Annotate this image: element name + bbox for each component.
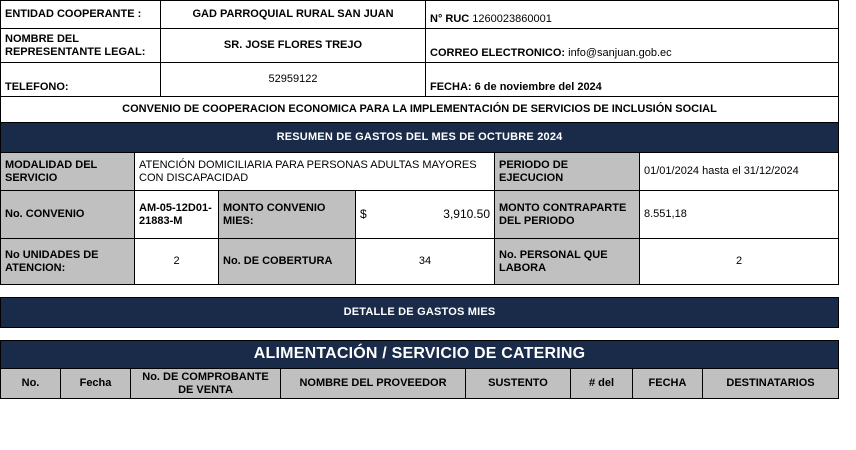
convenio-title: CONVENIO DE COOPERACION ECONOMICA PARA LA IMPLEMENTACIÓN DE SERVICIOS DE INCLUSIÓN SOCIAL <box>1 97 839 123</box>
correo-cell <box>426 29 839 63</box>
table-row <box>1 341 839 369</box>
table-row <box>1 298 839 328</box>
col-sustento: SUSTENTO <box>466 369 571 399</box>
unidades-atencion-value: 2 <box>135 239 219 285</box>
currency-symbol: $ <box>360 206 367 221</box>
monto-contraparte-label: MONTO CONTRAPARTE DEL PERIODO <box>495 191 640 239</box>
monto-convenio-value-cell <box>356 191 495 239</box>
cobertura-label: No. DE COBERTURA <box>219 239 356 285</box>
periodo-ejecucion-value: 01/01/2024 hasta el 31/12/2024 <box>640 153 839 191</box>
col-comprobante: No. DE COMPROBANTE DE VENTA <box>131 369 281 399</box>
monto-convenio-label: MONTO CONVENIO MIES: <box>219 191 356 239</box>
alimentacion-section-title: ALIMENTACIÓN / SERVICIO DE CATERING <box>1 341 839 369</box>
resumen-gastos-table <box>0 122 839 369</box>
spacer-row <box>1 285 839 298</box>
table-row <box>1 369 839 399</box>
table-row <box>1 29 839 63</box>
fecha-value: 6 de noviembre del 2024 <box>474 81 602 94</box>
header-info-table <box>0 0 839 123</box>
col-proveedor: NOMBRE DEL PROVEEDOR <box>281 369 466 399</box>
representante-label: NOMBRE DEL REPRESENTANTE LEGAL: <box>1 29 161 63</box>
no-convenio-label: No. CONVENIO <box>1 191 135 239</box>
detalle-columns-header <box>0 368 839 399</box>
modalidad-label: MODALIDAD DEL SERVICIO <box>1 153 135 191</box>
cobertura-value: 34 <box>356 239 495 285</box>
fecha-cell <box>426 63 839 97</box>
correo-label: CORREO ELECTRONICO: <box>430 47 566 60</box>
no-convenio-value: AM-05-12D01-21883-M <box>135 191 219 239</box>
table-row <box>1 123 839 153</box>
entidad-cooperante-label: ENTIDAD COOPERANTE : <box>1 1 161 29</box>
periodo-ejecucion-label: PERIODO DE EJECUCION <box>495 153 640 191</box>
ruc-value: 1260023860001 <box>472 13 552 26</box>
personal-labora-value: 2 <box>640 239 839 285</box>
telefono-value: 52959122 <box>161 63 426 97</box>
fecha-label: FECHA: <box>430 81 472 94</box>
monto-convenio-value: 3,910.50 <box>443 206 490 221</box>
table-row <box>1 97 839 123</box>
ruc-label: N° RUC <box>430 13 470 26</box>
col-fecha: Fecha <box>61 369 131 399</box>
correo-value: info@sanjuan.gob.ec <box>568 47 672 60</box>
col-destinatarios: DESTINATARIOS <box>703 369 839 399</box>
col-no: No. <box>1 369 61 399</box>
table-row <box>1 191 839 239</box>
resumen-band-title: RESUMEN DE GASTOS DEL MES DE OCTUBRE 2024 <box>1 123 839 153</box>
col-numero-del: # del <box>571 369 633 399</box>
table-row <box>1 63 839 97</box>
spacer-row <box>1 328 839 341</box>
unidades-atencion-label: No UNIDADES DE ATENCION: <box>1 239 135 285</box>
table-row <box>1 1 839 29</box>
col-fecha-2: FECHA <box>633 369 703 399</box>
representante-value: SR. JOSE FLORES TREJO <box>161 29 426 63</box>
table-row <box>1 239 839 285</box>
entidad-cooperante-value: GAD PARROQUIAL RURAL SAN JUAN <box>161 1 426 29</box>
personal-labora-label: No. PERSONAL QUE LABORA <box>495 239 640 285</box>
telefono-label: TELEFONO: <box>1 63 161 97</box>
detalle-band-title: DETALLE DE GASTOS MIES <box>1 298 839 328</box>
table-row <box>1 153 839 191</box>
monto-contraparte-value: 8.551,18 <box>640 191 839 239</box>
modalidad-value: ATENCIÓN DOMICILIARIA PARA PERSONAS ADULTAS MAYORES CON DISCAPACIDAD <box>135 153 495 191</box>
ruc-cell <box>426 1 839 29</box>
